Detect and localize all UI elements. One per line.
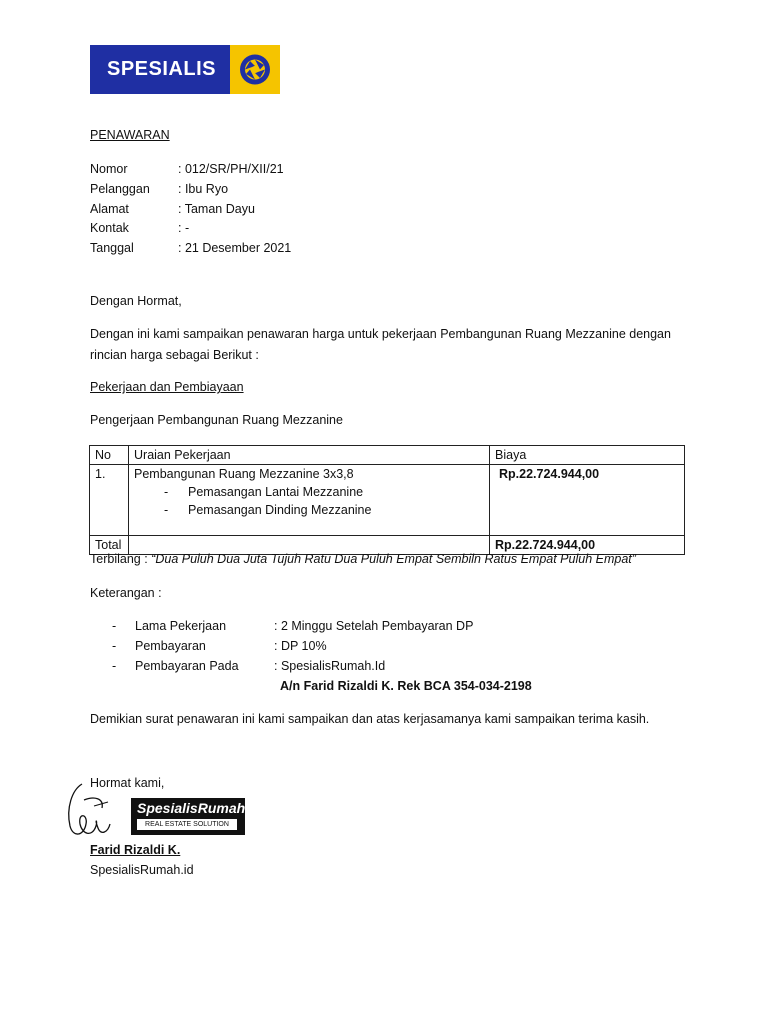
brand-logo [90,45,280,94]
signer-company: SpesialisRumah.id [90,863,194,877]
header-desc: Uraian Pekerjaan [129,446,490,465]
stamp-subtitle: REAL ESTATE SOLUTION [137,819,237,830]
info-row-nomor [90,160,284,178]
info-label: Pelanggan [90,182,150,196]
keterangan-value: : SpesialisRumah.Id [274,659,386,673]
info-label: Tanggal [90,241,134,255]
row-subitem-text: Pemasangan Dinding Mezzanine [188,503,372,517]
cost-table [89,445,685,555]
terbilang-label: Terbilang : [90,552,148,566]
bullet-dash: - [112,639,117,653]
brand-name: SPESIALIS [107,58,216,80]
total-label: Total [90,536,129,555]
brand-logo-mark [230,45,280,94]
keterangan-item [112,637,327,655]
section-title: Pekerjaan dan Pembiayaan [90,380,244,394]
row-subitem-text: Pemasangan Lantai Mezzanine [188,485,364,499]
bullet-dash: - [112,619,117,633]
intro-line-1: Dengan ini kami sampaikan penawaran harga untuk pekerjaan Pembangunan Ruang Mezzanine dengan [90,327,671,341]
keterangan-item [112,657,385,675]
intro-line-2: rincian harga sebagai Berikut : [90,348,259,362]
table-header-row [90,446,685,465]
bullet-dash: - [164,503,169,517]
work-subtitle: Pengerjaan Pembangunan Ruang Mezzanine [90,413,343,427]
sign-off: Hormat kami, [90,776,165,790]
table-row [90,465,685,536]
info-value: : - [178,221,190,235]
info-label: Alamat [90,202,129,216]
info-row-pelanggan [90,180,228,198]
bullet-dash: - [164,485,169,499]
keterangan-label: Pembayaran [135,639,206,653]
terbilang-text: “Dua Puluh Dua Juta Tujuh Ratu Dua Puluh Empat Sembiln Ratus Empat Puluh Empat” [151,552,636,566]
info-label: Nomor [90,162,128,176]
signer-name: Farid Rizaldi K. [90,843,181,857]
aperture-icon [230,45,280,94]
keterangan-value: : 2 Minggu Setelah Pembayaran DP [274,619,474,633]
header-cost: Biaya [490,446,685,465]
info-label: Kontak [90,221,129,235]
info-row-alamat [90,200,255,218]
keterangan-title: Keterangan : [90,586,162,600]
info-value: : 21 Desember 2021 [178,241,292,255]
bullet-dash: - [112,659,117,673]
stamp-title: SpesialisRumah.id [137,800,262,816]
info-value: : 012/SR/PH/XII/21 [178,162,284,176]
keterangan-label: Lama Pekerjaan [135,619,227,633]
row-subitem-1 [134,483,484,501]
row-desc-cell [129,465,490,536]
total-value: Rp.22.724.944,00 [490,536,685,555]
header-no: No [90,446,129,465]
company-stamp [131,798,262,835]
row-cost: Rp.22.724.944,00 [490,465,685,536]
terbilang [90,550,636,568]
greeting: Dengan Hormat, [90,294,182,308]
keterangan-item [112,617,473,635]
row-desc: Pembangunan Ruang Mezzanine 3x3,8 [134,467,354,481]
closing-text: Demikian surat penawaran ini kami sampaikan dan atas kerjasamanya kami sampaikan terima kasih. [90,712,650,726]
document-title: PENAWARAN [90,128,170,142]
row-no: 1. [90,465,129,536]
keterangan-value: : DP 10% [274,639,327,653]
info-row-tanggal [90,239,291,257]
info-row-kontak [90,219,189,237]
row-subitem-2 [134,501,484,519]
info-value: : Ibu Ryo [178,182,229,196]
bank-account: A/n Farid Rizaldi K. Rek BCA 354-034-2198 [280,679,532,693]
keterangan-label: Pembayaran Pada [135,659,239,673]
info-value: : Taman Dayu [178,202,255,216]
